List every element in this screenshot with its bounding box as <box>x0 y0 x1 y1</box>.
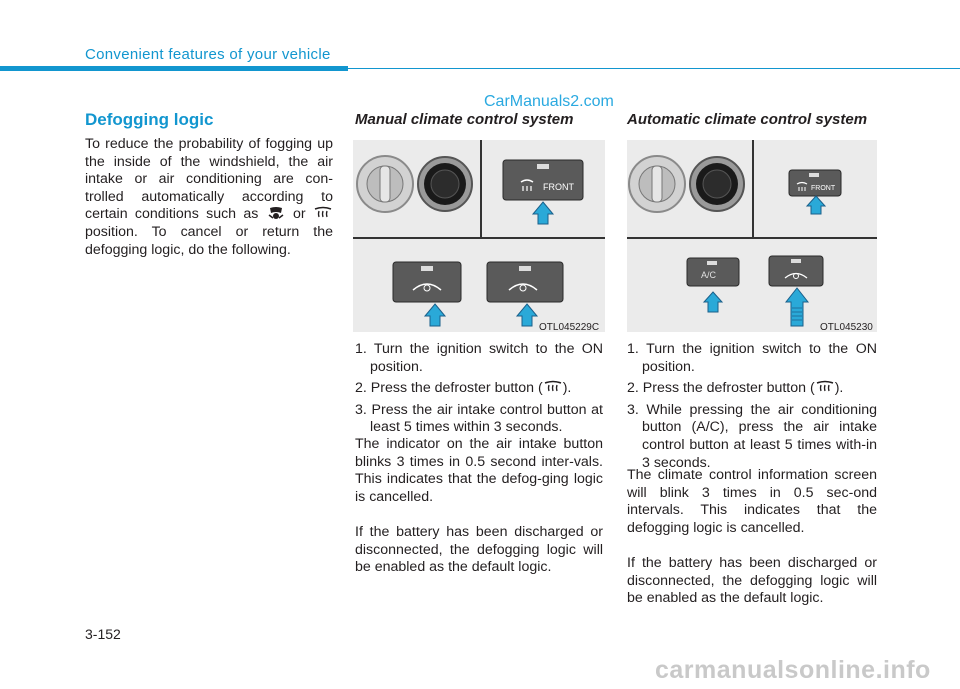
air-intake-button-icon <box>393 262 461 302</box>
manual-front-label: FRONT <box>543 182 574 192</box>
ac-label: A/C <box>701 270 717 280</box>
section-header: Convenient features of your vehicle <box>85 46 331 63</box>
watermark-bottom[interactable]: carmanualsonline.info <box>655 656 931 684</box>
watermark-top[interactable]: CarManuals2.com <box>484 93 614 110</box>
floor-defrost-icon <box>266 206 286 220</box>
air-intake-button-icon <box>769 256 823 286</box>
defrost-icon <box>815 380 835 394</box>
auto-step-2-close: ). <box>834 380 844 397</box>
header-rule <box>85 68 960 69</box>
auto-figure-code: OTL045230 <box>820 322 873 333</box>
defrost-icon <box>313 206 333 220</box>
auto-step-3: 3. While pressing the air conditioning button (A/C), press the air intake control button at least 5 times with-in 3 seconds. <box>627 401 877 471</box>
ignition-switch-icon <box>357 156 413 212</box>
auto-note-1: The climate control information screen will blink 3 times in 0.5 sec-ond intervals. This indicates that the defogging logic is cancelled. <box>627 467 877 536</box>
intro-text-or: or <box>293 206 306 223</box>
ac-button <box>687 258 739 286</box>
manual-step-2-close: ). <box>562 380 572 397</box>
manual-figure-code: OTL045229C <box>539 322 600 333</box>
manual-steps <box>355 341 603 441</box>
intro-text-2: position. To cancel or return the defogging logic, do the following. <box>85 223 333 258</box>
defrost-icon <box>543 380 563 394</box>
manual-step-2 <box>355 380 603 398</box>
front-defrost-button <box>789 170 841 196</box>
start-stop-button-icon <box>418 157 472 211</box>
ignition-switch-icon <box>629 156 685 212</box>
manual-figure <box>353 140 605 332</box>
manual-note-2: If the battery has been discharged or disconnected, the defogging logic will be enabled as the default logic. <box>355 524 603 576</box>
manual-climate-title: Manual climate control system <box>355 111 574 128</box>
auto-climate-title: Automatic climate control system <box>627 111 868 128</box>
manual-step-2-text: 2. Press the defroster button ( <box>355 380 543 397</box>
front-defrost-button <box>503 160 583 200</box>
auto-steps <box>627 341 877 476</box>
auto-front-label: FRONT <box>811 185 836 192</box>
defogging-logic-intro <box>85 136 333 259</box>
auto-step-2 <box>627 380 877 398</box>
defogging-logic-title: Defogging logic <box>85 110 214 129</box>
start-stop-button-icon <box>690 157 744 211</box>
auto-step-2-text: 2. Press the defroster button ( <box>627 380 815 397</box>
air-intake-button-icon <box>487 262 563 302</box>
auto-figure <box>627 140 877 332</box>
auto-note-2: If the battery has been discharged or disconnected, the defogging logic will be enabled as the default logic. <box>627 555 877 607</box>
manual-note-1: The indicator on the air intake button blinks 3 times in 0.5 second inter-vals. This indicates that the defog-ging logic is cancelled. <box>355 436 603 505</box>
manual-step-1: 1. Turn the ignition switch to the ON position. <box>355 341 603 375</box>
manual-step-3: 3. Press the air intake control button at least 5 times within 3 seconds. <box>355 401 603 436</box>
auto-step-1: 1. Turn the ignition switch to the ON position. <box>627 341 877 375</box>
intro-text-1: To reduce the probability of fogging up the inside of the windshield, the air intake or air conditioning are con-trolled automatically according to certain conditions such as <box>85 136 333 223</box>
manual-figure-art <box>353 140 605 332</box>
page-number: 3-152 <box>85 626 121 642</box>
auto-figure-art <box>627 140 877 332</box>
